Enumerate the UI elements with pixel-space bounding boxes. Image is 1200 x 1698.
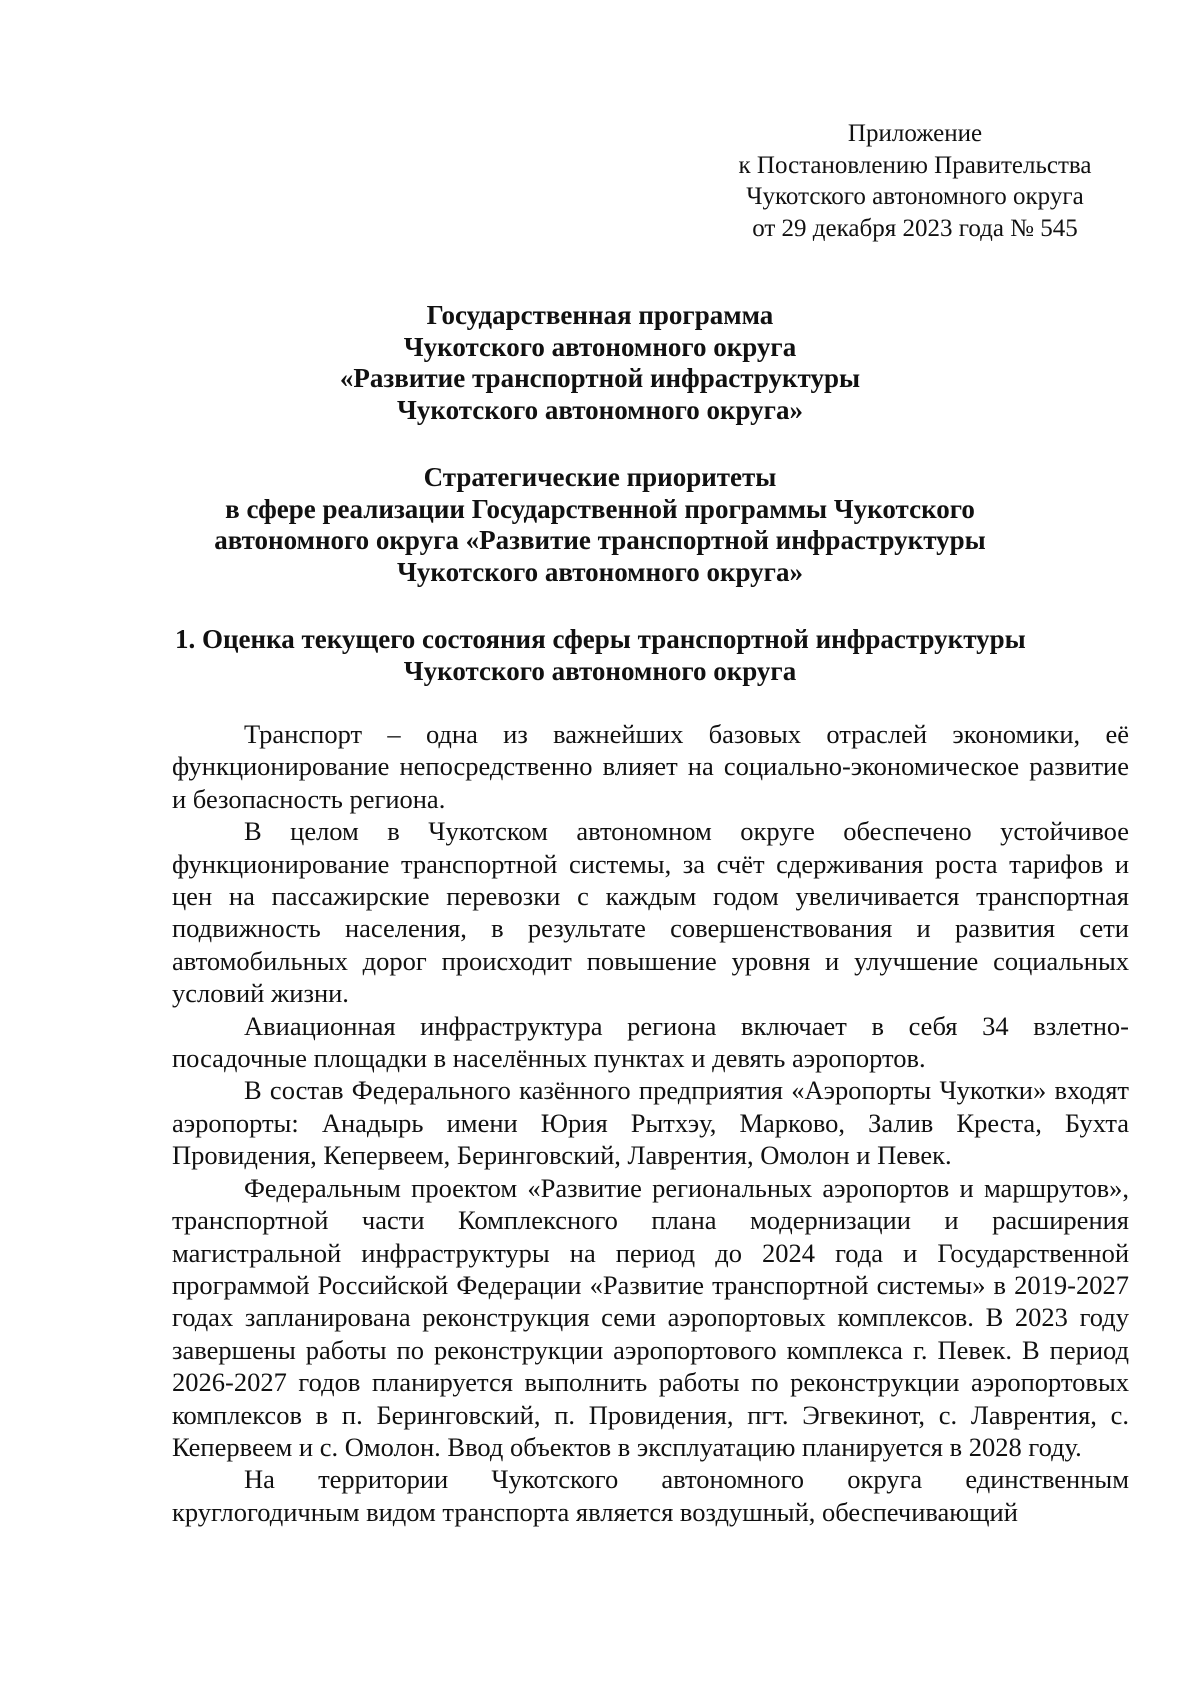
program-title bbox=[175, 300, 1025, 426]
paragraph: Федеральным проектом «Развитие региональных аэропортов и маршрутов», транспортной части Комплексного плана модернизации и расширения магистральной инфраструктуры на период до 2024 года и Государственной программой Российской Федерации «Развитие транспортной системы» в 2019-2027 годах запланирована реконструкция семи аэропортовых комплексов. В 2023 году завершены работы по реконструкции аэропортового комплекса г. Певек. В период 2026-2027 годов планируется выполнить работы по реконструкции аэропортовых комплексов в п. Беринговский, п. Провидения, пгт. Эгвекинот, с. Лаврентия, с. Кепервеем и с. Омолон. Ввод объектов в эксплуатацию планируется в 2028 году. bbox=[172, 1172, 1129, 1462]
appendix-line: от 29 декабря 2023 года № 545 bbox=[752, 214, 1078, 242]
program-title-line: Чукотского автономного округа» bbox=[397, 394, 803, 425]
paragraph: В состав Федерального казённого предприятия «Аэропорты Чукотки» входят аэропорты: Анадырь имени Юрия Рытхэу, Марково, Залив Креста, Бухта Провидения, Кепервеем, Беринговский, Лаврентия, Омолон и Певек. bbox=[172, 1075, 1129, 1171]
section-heading-line: Чукотского автономного округа bbox=[403, 655, 797, 686]
appendix-line: Чукотского автономного округа bbox=[746, 183, 1084, 210]
program-title-line: Чукотского автономного округа bbox=[403, 331, 797, 362]
paragraph: Авиационная инфраструктура региона включает в себя 34 взлетно-посадочные площадки в населённых пунктах и девять аэропортов. bbox=[172, 1010, 1129, 1074]
program-title-line: Государственная программа bbox=[426, 300, 774, 330]
priorities-title-line: в сфере реализации Государственной программы Чукотского bbox=[225, 493, 975, 524]
priorities-title-line: Чукотского автономного округа» bbox=[397, 556, 803, 587]
body-text bbox=[172, 718, 1129, 1528]
paragraph: Транспорт – одна из важнейших базовых отраслей экономики, её функционирование непосредственно влияет на социально-экономическое развитие и безопасность региона. bbox=[172, 719, 1129, 814]
section-heading-line: 1. Оценка текущего состояния сферы транспортной инфраструктуры bbox=[175, 624, 1026, 654]
paragraph: В целом в Чукотском автономном округе обеспечено устойчивое функционирование транспортной системы, за счёт сдерживания роста тарифов и цен на пассажирские перевозки с каждым годом увеличивается транспортная подвижность населения, в результате совершенствования и развития сети автомобильных дорог происходит повышение уровня и улучшение социальных условий жизни. bbox=[172, 816, 1129, 1009]
paragraph: На территории Чукотского автономного округа единственным круглогодичным видом транспорта является воздушный, обеспечивающий bbox=[172, 1464, 1129, 1527]
appendix-line: к Постановлению Правительства bbox=[738, 151, 1092, 179]
priorities-title bbox=[175, 462, 1025, 588]
section-heading bbox=[175, 624, 1025, 687]
appendix-line: Приложение bbox=[847, 120, 983, 147]
appendix-header bbox=[730, 118, 1100, 244]
priorities-title-line: автономного округа «Развитие транспортной инфраструктуры bbox=[214, 525, 986, 555]
priorities-title-line: Стратегические приоритеты bbox=[423, 462, 777, 492]
program-title-line: «Развитие транспортной инфраструктуры bbox=[339, 363, 861, 393]
